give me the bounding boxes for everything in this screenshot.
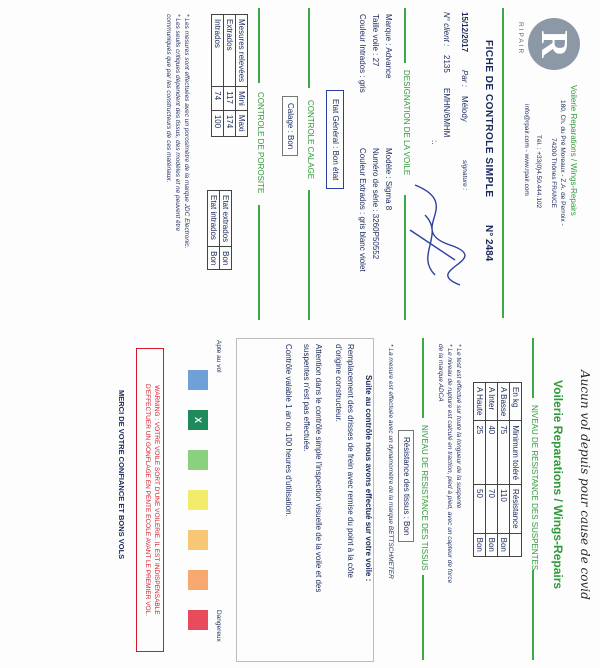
by-label: Par :	[460, 70, 469, 87]
porosity-note-3: communiqués que par les constructeurs de ces matériaux.	[165, 14, 172, 183]
gauge-right-label: Dangereux	[215, 610, 222, 642]
gauge-swatch	[188, 410, 208, 430]
page-resistance	[0, 330, 600, 668]
column-header: Maxi	[236, 110, 248, 136]
signature-label: signature :	[461, 160, 468, 191]
tissus-note: * La mesure est effectuée avec un dynamomètre de la marque BETTSCHMETER	[387, 344, 394, 579]
gauge-swatch	[188, 570, 208, 590]
phone: Tél. : +33(0)4.50.444.102	[535, 135, 542, 209]
table-cell: A Basse	[498, 383, 510, 421]
gauge-swatch	[188, 610, 208, 630]
mark-dots: :.	[430, 140, 439, 145]
table-cell: Intrados	[212, 15, 224, 87]
porosity-note-2: * Les seuils critiques dépendent des tissus, des modèles et ne peuvent être	[174, 14, 181, 232]
conclusion-line-5: Contrôle valable 1 an ou 100 heures d'utilisation.	[284, 344, 293, 517]
table-cell: Extrados	[224, 15, 236, 87]
table-cell: A Inter	[486, 383, 498, 421]
divider	[532, 570, 534, 660]
section-title-porosite: CONTROLE DE POROSITE	[256, 92, 265, 194]
table-cell: Bon	[498, 533, 510, 556]
gauge-swatch	[188, 490, 208, 510]
warning-frame	[136, 348, 164, 652]
table-cell: A Haute	[474, 383, 486, 421]
section-title-tissus: NIVEAU DE RESISTANCE DES TISSUS	[420, 425, 429, 571]
porosity-table	[211, 14, 248, 137]
table-row	[474, 383, 486, 557]
tissus-label: Résistance des tissus :	[402, 437, 411, 519]
divider	[258, 205, 260, 320]
table-cell: 25	[474, 421, 486, 485]
conclusion-line-4: suspentes n'est pas effectuée.	[302, 344, 311, 452]
table-cell: Bon	[486, 533, 498, 556]
logo-text: RIPAIR	[517, 22, 524, 56]
suspentes-note-1: * Le test est effectué sur toute la longueur de la suspente	[455, 344, 462, 509]
section-title-designation: DESIGNATION DE LA VOILE	[402, 70, 411, 176]
sail-intrados-color: Couleur Intrados : gris	[358, 14, 367, 93]
sail-size: Taille voile : 27	[371, 14, 380, 67]
table-cell: 110	[498, 485, 510, 534]
table-cell: 174	[224, 110, 236, 136]
sail-serial: Numéro de série : 3260P50552	[371, 148, 380, 260]
table-row	[212, 15, 224, 137]
table-cell: Bon	[220, 247, 232, 270]
tissus-value: Bon	[402, 521, 411, 536]
divider	[308, 8, 310, 88]
divider	[422, 575, 424, 660]
divider	[404, 195, 406, 320]
divider	[502, 8, 504, 318]
brand-title: Voilerie Reparations / Wings-Repairs	[551, 380, 565, 590]
table-cell: 40	[486, 421, 498, 485]
sail-brand: Marque : Advance	[384, 14, 393, 79]
gauge-swatch	[188, 450, 208, 470]
table-row	[498, 383, 510, 557]
table-header-row	[510, 383, 522, 557]
table-cell: Etat extrados	[220, 191, 232, 247]
column-header: Mini	[236, 87, 248, 111]
conclusion-line-3: Attention dans le contrôle simple l'inspection visuelle de la voile et des	[314, 344, 323, 593]
divider	[308, 190, 310, 320]
address-line-2: 74200 Thônes FRANCE	[550, 138, 557, 208]
address-line-1: 180, Ch. du Pré Moreaux - Z.A. de Perroix -	[559, 100, 566, 226]
client-number: 2135	[442, 55, 451, 73]
gauge-left-label: Apte au vol	[215, 340, 222, 373]
section-title-calage: CONTROLE CALAGE	[306, 100, 315, 180]
suspentes-note-2: * Le niveau de rupture est calculé en traction, pied à pied, avec un capteur de force	[446, 344, 453, 584]
table-cell: Bon	[474, 533, 486, 556]
table-header-row	[236, 15, 248, 137]
signature-icon	[400, 175, 475, 295]
divider	[532, 338, 534, 398]
table-row	[220, 191, 232, 270]
table-cell: 100	[212, 110, 224, 136]
warning-line-1: WARNING : VOTRE VOILE SORT D'UNE VOILERIE. IL EST INDISPENSABLE	[153, 385, 160, 615]
handwritten-note: Aucun vol depuis pour cause de covid	[578, 370, 592, 600]
column-header: Mesures relevées	[236, 15, 248, 87]
sail-model: Modèle : Sigma 8	[384, 148, 393, 211]
form-number: N° 2484	[483, 225, 494, 262]
page-fiche-controle	[0, 0, 600, 331]
sail-extrados-color: Couleur Extrados : gris blanc violet	[358, 148, 367, 272]
table-cell: 117	[224, 87, 236, 111]
table-row	[486, 383, 498, 557]
table-row	[224, 15, 236, 137]
form-date: 15/12/2017	[460, 12, 469, 53]
tissus-resistance	[398, 430, 414, 542]
client-label: N° client :	[442, 12, 451, 47]
by-name: Mélody	[460, 96, 469, 122]
column-header: En kg	[510, 383, 522, 421]
gauge-selected-mark: X	[193, 416, 203, 423]
general-state: Etat Général : Bon état	[326, 90, 344, 189]
table-cell: 74	[212, 87, 224, 111]
table-cell: 70	[486, 485, 498, 534]
divider	[404, 8, 406, 63]
porosity-note-1: * Les mesures sont effectuées avec un porosimètre de la marque JDC Electronic.	[183, 14, 190, 249]
table-cell: 50	[474, 485, 486, 534]
form-title: FICHE DE CONTROLE SIMPLE	[483, 40, 494, 198]
section-title-suspentes: NIVEAU DE RESISTANCE DES SUSPENTES	[530, 405, 539, 571]
calage-value: Calage : Bon	[282, 96, 298, 156]
column-header	[510, 533, 522, 556]
company-name: Voilerie Reparations / Wings-Repairs	[569, 85, 578, 216]
suspentes-table	[473, 382, 522, 557]
warning-line-2: D'EFFECTUER UN GONFLAGE EN PENTE ECOLE AVANT LE PREMIER VOL.	[144, 383, 151, 617]
gauge-swatch	[188, 370, 208, 390]
thanks-text: MERCI DE VOTRE CONFIANCE ET BONS VOLS	[117, 390, 126, 560]
divider	[422, 338, 424, 418]
client-code: EMHN/6MHM	[442, 88, 451, 138]
table-cell: Etat intrados	[208, 191, 220, 247]
porosity-state-table	[207, 190, 232, 270]
column-header: Minimum toléré	[510, 421, 522, 485]
conclusion-heading: Suite au contrôle nous avons effectué sur votre voile :	[364, 375, 373, 582]
gauge-swatch	[188, 530, 208, 550]
conclusion-frame	[236, 338, 374, 662]
table-cell: Bon	[208, 247, 220, 270]
contact: info@rpair.com - www.rpair.com	[523, 104, 530, 196]
conclusion-line-2: d'origine constructeur.	[334, 344, 343, 423]
divider	[258, 8, 260, 83]
column-header: Résistance	[510, 485, 522, 534]
table-cell: 75	[498, 421, 510, 485]
suspentes-note-3: de la marque ADCA	[437, 344, 444, 402]
table-row	[208, 191, 220, 270]
conclusion-line-1: Remplacement des drisses de frein avec remise du point à la côte	[346, 344, 355, 578]
logo-icon: R	[528, 18, 580, 70]
